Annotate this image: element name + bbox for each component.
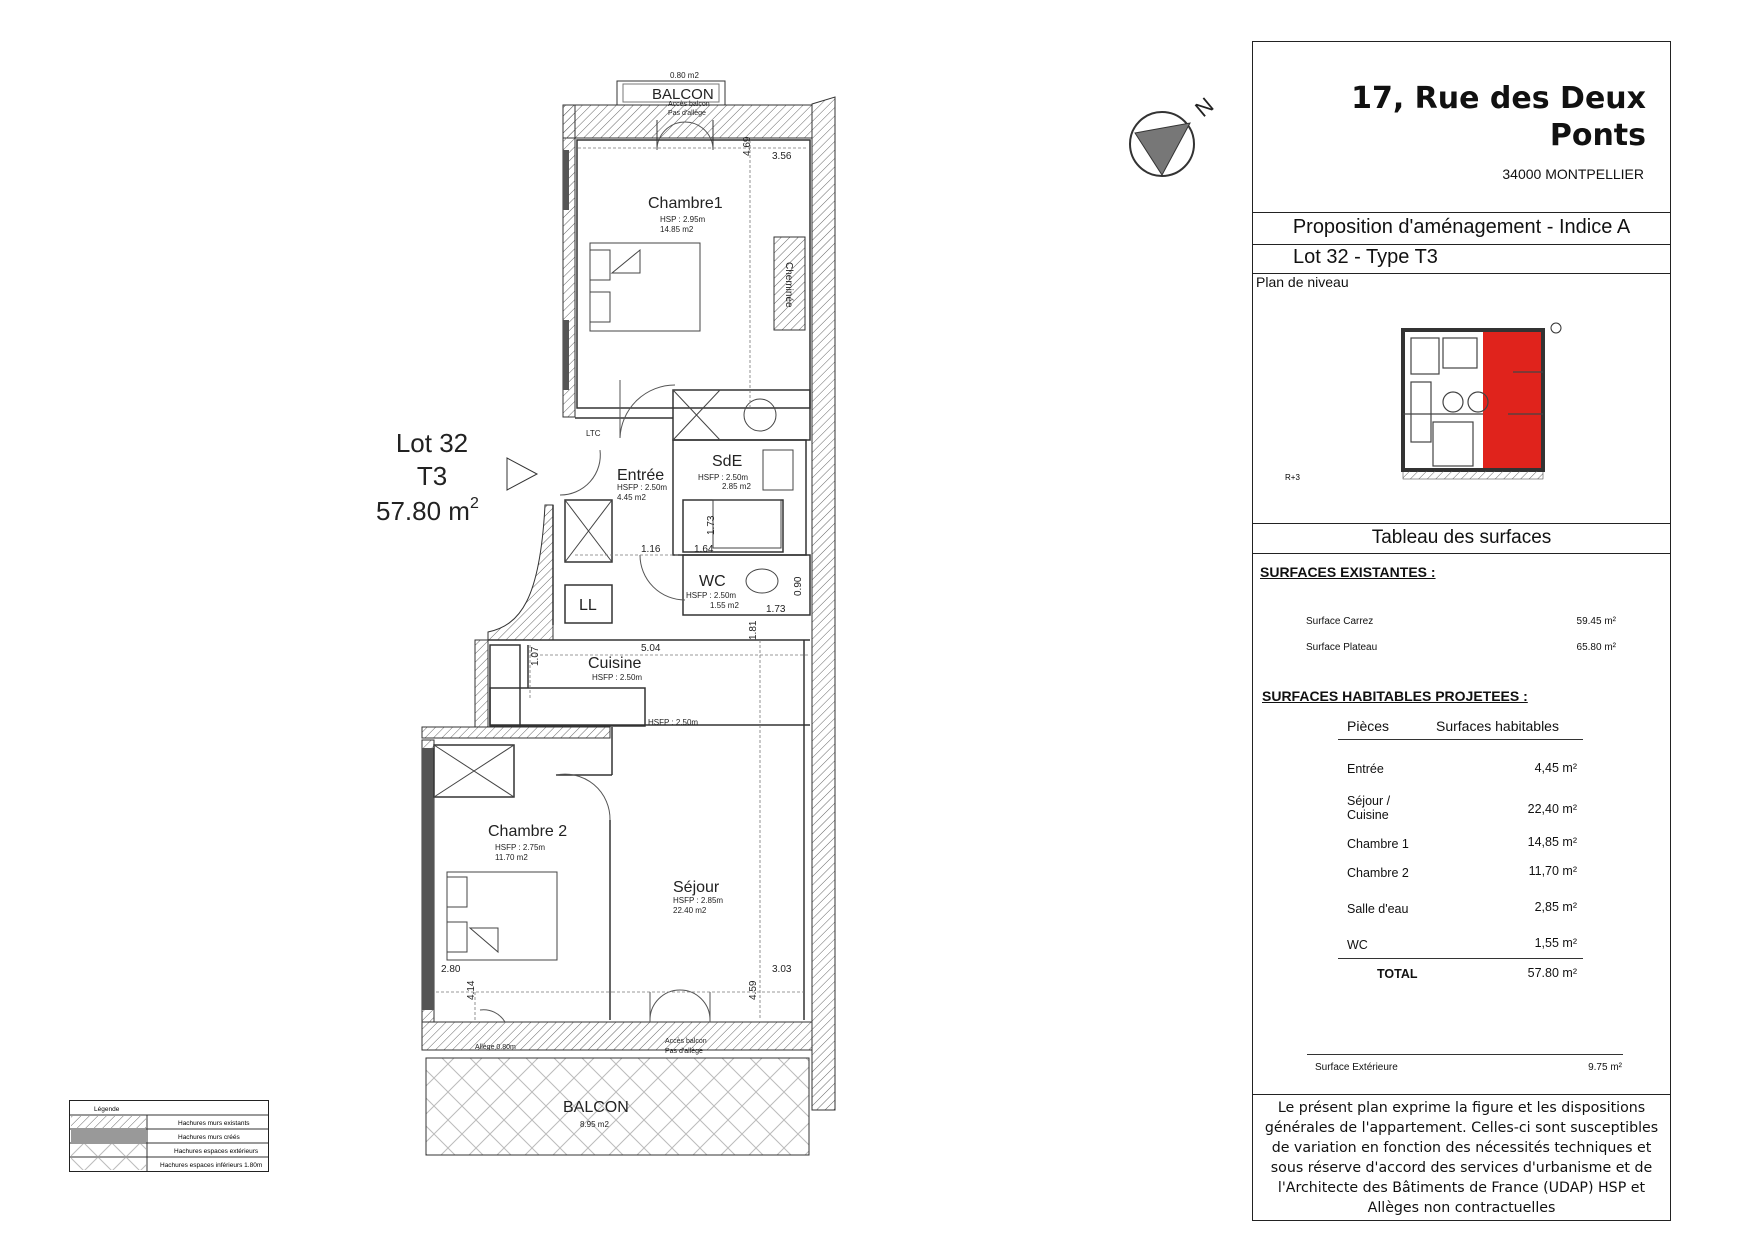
surfaces-table-title: Tableau des surfaces bbox=[1371, 527, 1552, 548]
ltc-label: LTC bbox=[586, 429, 601, 438]
sde-hsp: HSFP : 2.50m bbox=[698, 473, 749, 482]
dim-164: 1.64 bbox=[694, 544, 714, 555]
room-value: 2,85 m² bbox=[1534, 900, 1577, 914]
room-value: 4,45 m² bbox=[1534, 761, 1577, 775]
balcon-top-note2: Pas d'allège bbox=[668, 110, 706, 117]
dim-356: 3.56 bbox=[772, 151, 792, 162]
projected-surfaces-title: SURFACES HABITABLES PROJETEES : bbox=[1262, 688, 1528, 704]
chambre1-label: Chambre1 bbox=[648, 195, 723, 212]
existing-surfaces-title: SURFACES EXISTANTES : bbox=[1260, 564, 1436, 580]
lot-number-label: Lot 32 bbox=[395, 428, 469, 458]
dim-459: 4.59 bbox=[748, 980, 759, 1000]
chambre2-hsp: HSFP : 2.75m bbox=[495, 843, 546, 852]
room-value: 1,55 m² bbox=[1534, 936, 1577, 950]
chambre2-label: Chambre 2 bbox=[488, 823, 568, 840]
lot-type-label: T3 bbox=[416, 461, 448, 491]
title-block bbox=[1252, 41, 1671, 1221]
chambre1-hsp: HSP : 2.95m bbox=[660, 215, 706, 224]
col-surfaces-header: Surfaces habitables bbox=[1436, 718, 1559, 734]
hsfp-line-label: HSFP : 2.50m bbox=[648, 718, 699, 727]
dark-wall-segment-top bbox=[563, 150, 569, 210]
balcon-top-note1: Accès balcon bbox=[668, 101, 710, 108]
sejour-label: Séjour bbox=[673, 879, 720, 896]
divider bbox=[1253, 1094, 1670, 1095]
balcon-top-label: BALCON bbox=[652, 86, 714, 103]
chambre1-area: 14.85 m2 bbox=[660, 225, 694, 234]
room-value: 11,70 m² bbox=[1528, 864, 1577, 878]
legend-table bbox=[70, 1101, 268, 1171]
toilet bbox=[746, 569, 778, 593]
entree-hsp: HSFP : 2.50m bbox=[617, 483, 668, 492]
key-plan bbox=[1253, 42, 1672, 522]
exterior-label: Surface Extérieure bbox=[1315, 1062, 1398, 1073]
room-name: Chambre 1 bbox=[1347, 837, 1409, 851]
room-name: Entrée bbox=[1347, 762, 1384, 776]
washbasin bbox=[763, 450, 793, 490]
dim-303: 3.03 bbox=[772, 964, 792, 975]
address-city: 34000 MONTPELLIER bbox=[1502, 166, 1644, 182]
cuisine-hsp: HSFP : 2.50m bbox=[592, 673, 643, 682]
wc-hsp: HSFP : 2.50m bbox=[686, 591, 737, 600]
shower bbox=[713, 500, 781, 548]
table-total-rule bbox=[1338, 958, 1583, 959]
cheminee-label: Cheminée bbox=[783, 262, 794, 308]
room-name: Chambre 2 bbox=[1347, 866, 1409, 880]
balcon-top-area: 0.80 m2 bbox=[670, 71, 699, 80]
existing-row-label: Surface Carrez bbox=[1306, 616, 1374, 627]
allege-label: Allège 0.80m bbox=[475, 1044, 516, 1051]
bed-chambre1 bbox=[590, 243, 700, 331]
dim-173a: 1.73 bbox=[706, 515, 717, 535]
lot-area-label: 57.80 $m^2$ bbox=[376, 495, 479, 526]
table-header-rule bbox=[1338, 739, 1583, 740]
address-street: 17, Rue des Deux Ponts bbox=[1351, 81, 1646, 153]
dark-wall-segment-mid bbox=[563, 320, 569, 390]
legend-title: Légende bbox=[94, 1106, 120, 1113]
room-value: 22,40 m² bbox=[1527, 802, 1577, 816]
lot-type-title: Lot 32 - Type T3 bbox=[1293, 246, 1438, 268]
col-pieces-header: Pièces bbox=[1347, 718, 1390, 734]
dim-107: 1.07 bbox=[530, 646, 541, 666]
plan-level-label: Plan de niveau bbox=[1256, 274, 1349, 290]
north-arrow-icon bbox=[1130, 112, 1194, 176]
sde-area: 2.85 m2 bbox=[722, 482, 751, 491]
dim-504: 5.04 bbox=[641, 643, 661, 654]
pas-allege-label: Pas d'allège bbox=[665, 1048, 703, 1055]
disclaimer-text: Le présent plan exprime la figure et les dispositions générales de l'appartement. Celles-ci sont susceptibles de variation en fonction des nécessités techniques et sous réserve d'accord des services d'urbanisme et de l'Architecte des Bâtiments de France (UDAP) HSP et Allèges non contractuelles bbox=[1264, 1100, 1659, 1216]
dimension-lines bbox=[436, 140, 810, 1020]
ll-label: LL bbox=[579, 597, 597, 614]
balcon-bottom-area: 8.95 m2 bbox=[580, 1120, 609, 1129]
north-label: N bbox=[1190, 92, 1219, 122]
dim-173b: 1.73 bbox=[766, 604, 786, 615]
keyplan-level: R+3 bbox=[1285, 473, 1300, 482]
sejour-area: 22.40 m2 bbox=[673, 906, 707, 915]
room-name: Salle d'eau bbox=[1347, 902, 1409, 916]
balcon-bottom-label: BALCON bbox=[563, 1099, 629, 1116]
dark-wall-segment bbox=[422, 748, 434, 1010]
cuisine-label: Cuisine bbox=[588, 655, 642, 672]
entree-area: 4.45 m2 bbox=[617, 493, 646, 502]
bed-chambre2 bbox=[447, 872, 557, 960]
entrance-arrow-icon bbox=[507, 458, 537, 490]
wc-area: 1.55 m2 bbox=[710, 601, 739, 610]
legend-row: Hachures espaces extérieurs bbox=[174, 1148, 259, 1155]
dim-280: 2.80 bbox=[441, 964, 461, 975]
proposal-title: Proposition d'aménagement - Indice A bbox=[1292, 216, 1631, 238]
total-value: 57.80 m² bbox=[1527, 966, 1577, 980]
dim-414: 4.14 bbox=[466, 980, 477, 1000]
existing-row-value: 59.45 m² bbox=[1576, 616, 1616, 627]
exterior-rule bbox=[1307, 1054, 1623, 1055]
divider bbox=[1253, 523, 1670, 524]
existing-row-value: 65.80 m² bbox=[1576, 642, 1616, 653]
sde-label: SdE bbox=[712, 453, 743, 470]
divider bbox=[1253, 553, 1670, 554]
total-label: TOTAL bbox=[1377, 967, 1418, 981]
room-name: Séjour / Cuisine bbox=[1347, 794, 1391, 822]
dim-090: 0.90 bbox=[793, 576, 804, 596]
wc-label: WC bbox=[699, 573, 726, 590]
interior-walls bbox=[434, 140, 810, 1020]
sejour-hsp: HSFP : 2.85m bbox=[673, 896, 724, 905]
acces-balcon-label: Accès balcon bbox=[665, 1038, 707, 1045]
room-value: 14,85 m² bbox=[1527, 835, 1577, 849]
existing-row-label: Surface Plateau bbox=[1306, 642, 1378, 653]
dim-116: 1.16 bbox=[641, 544, 661, 555]
legend bbox=[69, 1100, 269, 1172]
legend-row: Hachures espaces inférieurs 1.80m bbox=[160, 1162, 263, 1169]
entree-label: Entrée bbox=[617, 467, 665, 484]
room-name: WC bbox=[1347, 938, 1368, 952]
legend-row: Hachures murs existants bbox=[178, 1120, 250, 1127]
legend-row: Hachures murs créés bbox=[178, 1134, 240, 1141]
sink-circle bbox=[744, 399, 776, 431]
dim-469: 4.69 bbox=[742, 136, 753, 156]
dim-181: 1.81 bbox=[748, 620, 759, 640]
exterior-value: 9.75 m² bbox=[1588, 1062, 1622, 1073]
chambre2-area: 11.70 m2 bbox=[495, 853, 528, 862]
